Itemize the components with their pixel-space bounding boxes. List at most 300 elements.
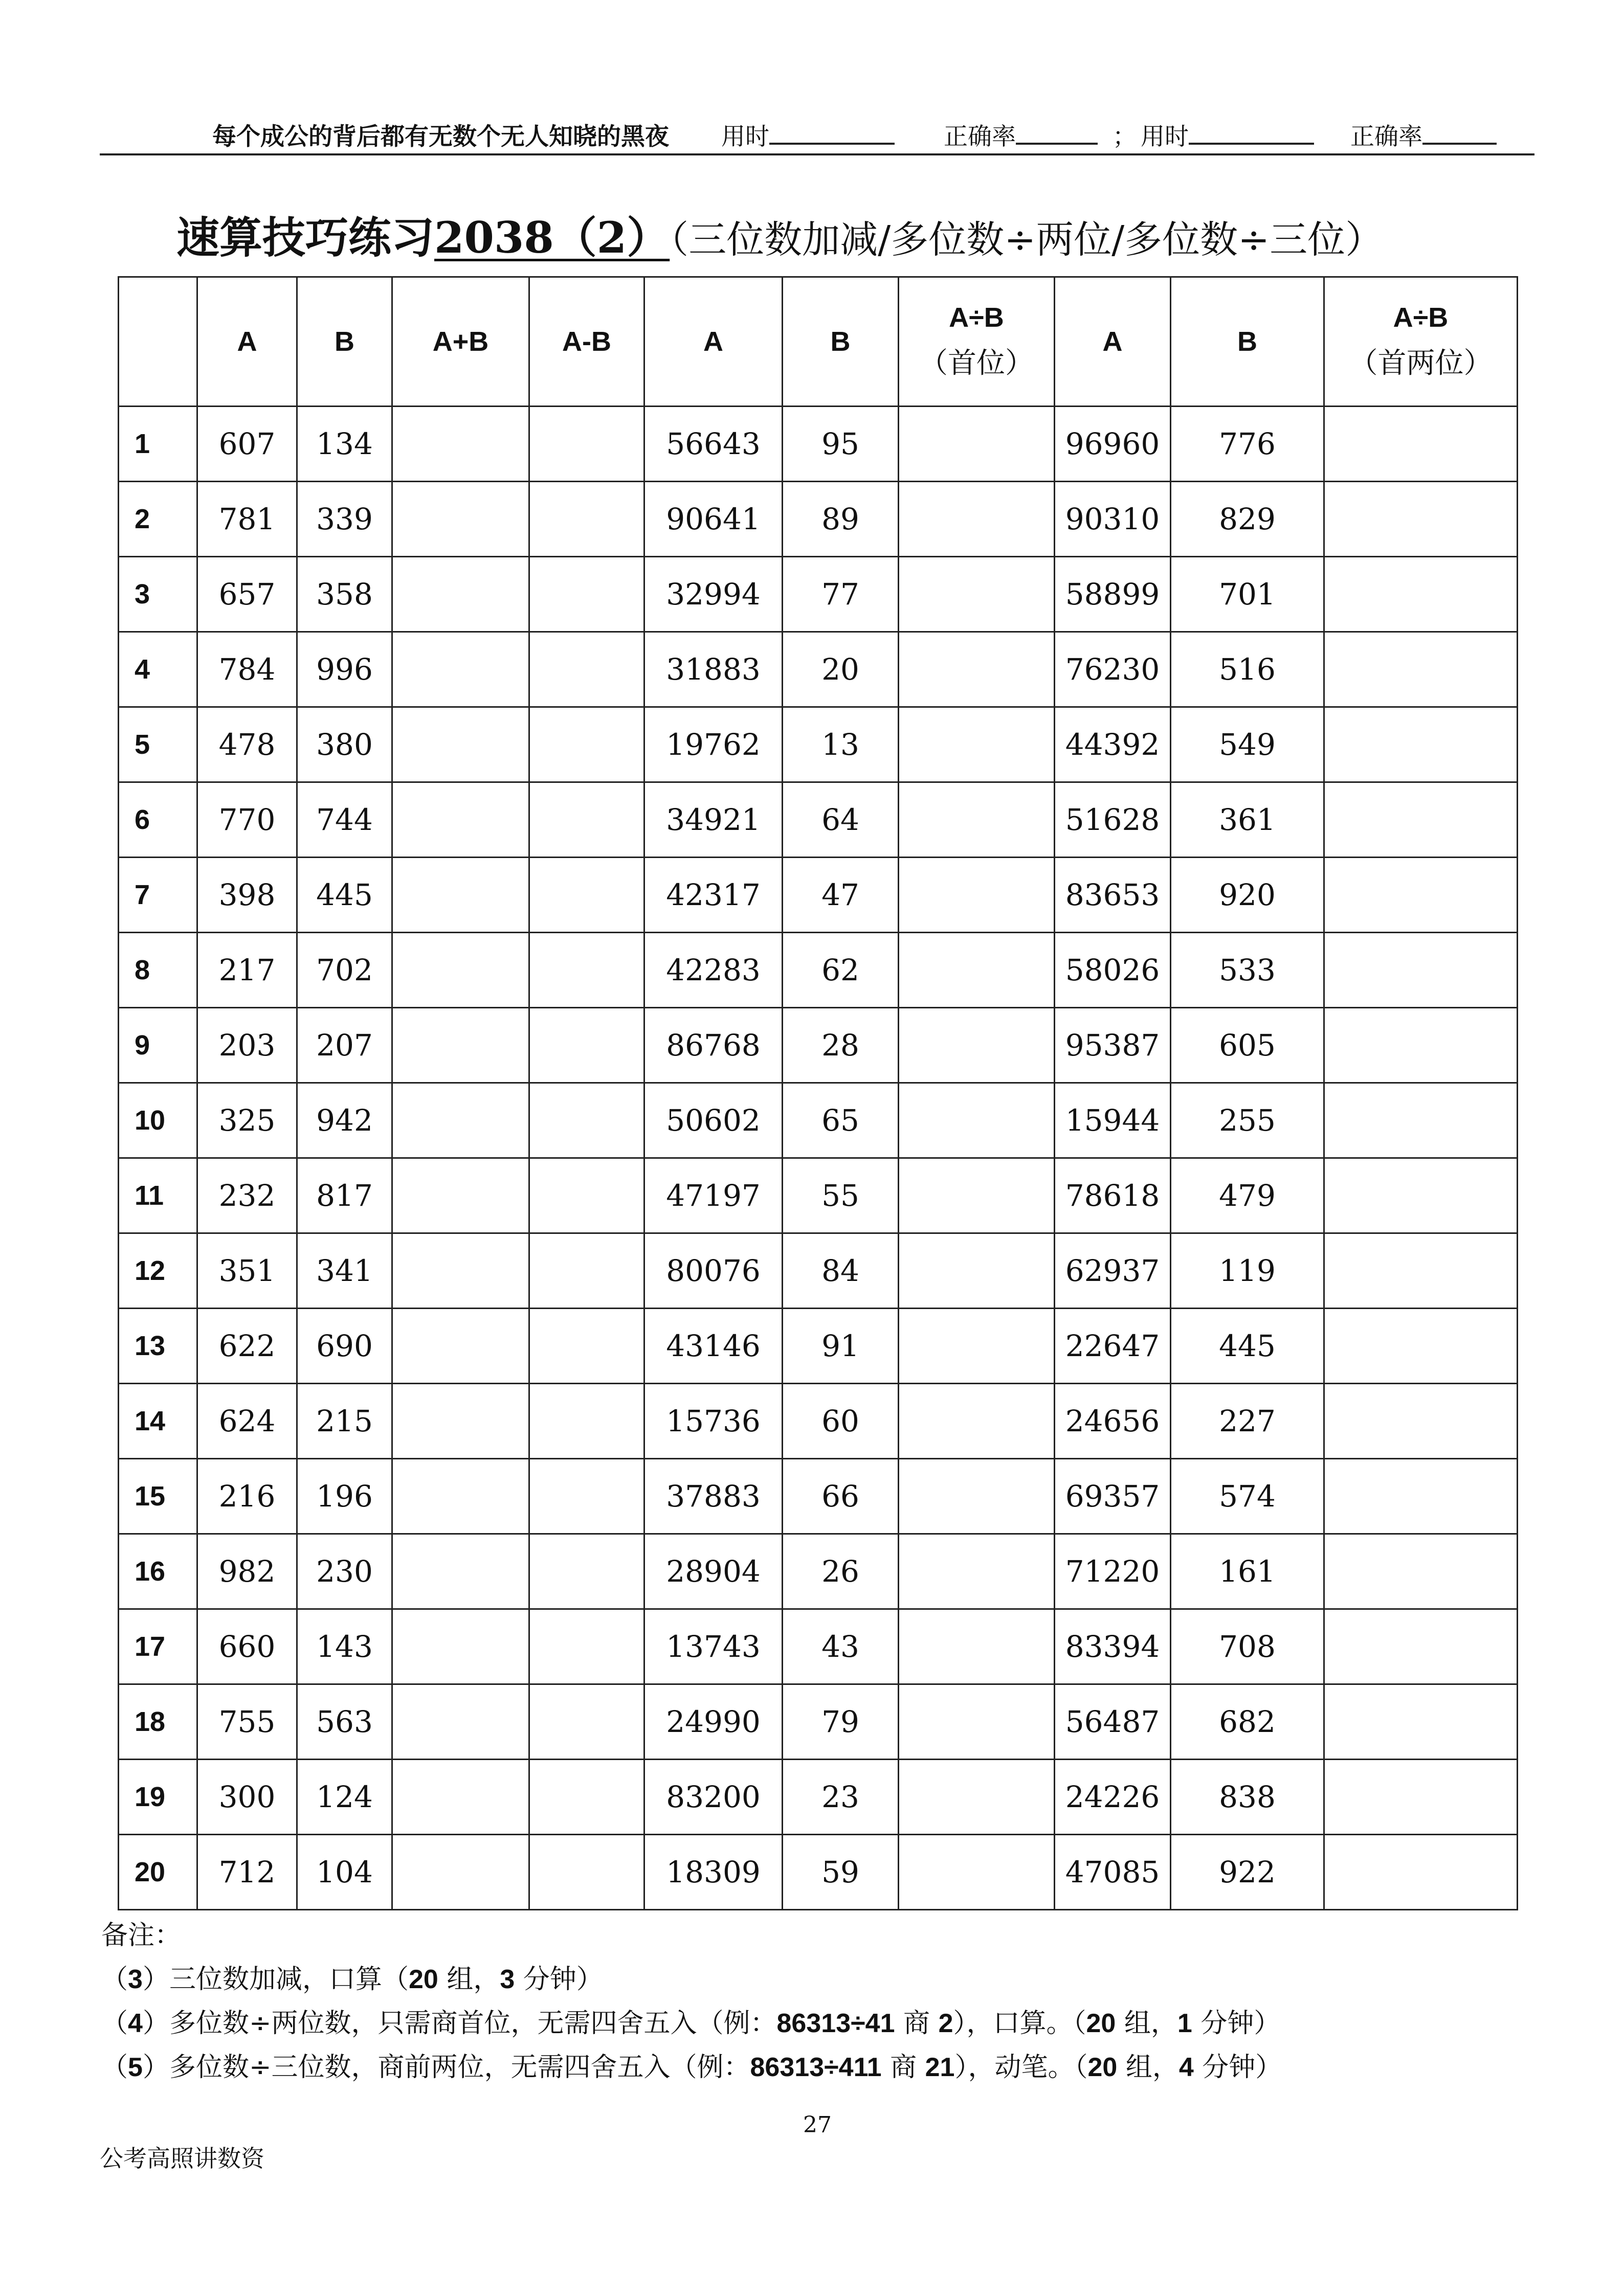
cell-b3: 255	[1171, 1083, 1324, 1158]
exercise-table	[118, 276, 1518, 1910]
cell-b3: 549	[1171, 707, 1324, 782]
answer-div-first-two[interactable]	[1324, 933, 1518, 1008]
answer-div-first-two[interactable]	[1324, 1534, 1518, 1609]
cell-b1: 380	[297, 707, 392, 782]
answer-diff[interactable]	[529, 858, 644, 933]
header-diff: A-B	[529, 277, 644, 407]
cell-b3: 119	[1171, 1233, 1324, 1309]
page-number: 27	[803, 2112, 832, 2138]
cell-a2: 47197	[644, 1158, 783, 1233]
cell-b1: 817	[297, 1158, 392, 1233]
answer-div-first-digit[interactable]	[899, 1459, 1055, 1534]
accuracy-blank-1[interactable]	[1016, 120, 1098, 145]
cell-b3: 361	[1171, 782, 1324, 858]
cell-a3: 96960	[1055, 407, 1171, 482]
row-index: 15	[119, 1459, 197, 1534]
answer-div-first-digit[interactable]	[899, 632, 1055, 707]
answer-div-first-digit[interactable]	[899, 1083, 1055, 1158]
cell-b2: 55	[783, 1158, 899, 1233]
cell-a2: 86768	[644, 1008, 783, 1083]
answer-diff[interactable]	[529, 1083, 644, 1158]
cell-b2: 13	[783, 707, 899, 782]
answer-sum[interactable]	[392, 1459, 529, 1534]
header-index	[119, 277, 197, 407]
answer-div-first-two[interactable]	[1324, 707, 1518, 782]
answer-div-first-digit[interactable]	[899, 1158, 1055, 1233]
cell-b2: 60	[783, 1384, 899, 1459]
worksheet-title	[176, 204, 1383, 265]
row-index: 13	[119, 1309, 197, 1384]
cell-b1: 341	[297, 1233, 392, 1309]
cell-a1: 351	[197, 1233, 297, 1309]
cell-a3: 76230	[1055, 632, 1171, 707]
row-index: 18	[119, 1684, 197, 1760]
answer-sum[interactable]	[392, 1684, 529, 1760]
answer-diff[interactable]	[529, 632, 644, 707]
cell-a3: 62937	[1055, 1233, 1171, 1309]
answer-div-first-two[interactable]	[1324, 1008, 1518, 1083]
note-4-text: （	[101, 2008, 128, 2039]
cell-b1: 339	[297, 482, 392, 557]
cell-b3: 445	[1171, 1309, 1324, 1384]
title-code: 2038（2）	[434, 212, 670, 263]
header-a2: A	[644, 277, 783, 407]
answer-div-first-digit[interactable]	[899, 1233, 1055, 1309]
table-row	[119, 632, 1518, 707]
note-3-text: 分钟）	[515, 1964, 603, 1995]
cell-b1: 996	[297, 632, 392, 707]
header-div2-sub: （首两位）	[1349, 347, 1493, 380]
cell-a1: 982	[197, 1534, 297, 1609]
cell-b3: 516	[1171, 632, 1324, 707]
answer-div-first-two[interactable]	[1324, 1384, 1518, 1459]
row-index: 3	[119, 557, 197, 632]
answer-sum[interactable]	[392, 1760, 529, 1835]
cell-b3: 922	[1171, 1835, 1324, 1910]
note-5-example: 86313÷411	[750, 2053, 882, 2082]
accuracy-label-1: 正确率	[944, 123, 1016, 151]
cell-a2: 28904	[644, 1534, 783, 1609]
cell-a2: 42317	[644, 858, 783, 933]
table-row	[119, 782, 1518, 858]
cell-a3: 58026	[1055, 933, 1171, 1008]
cell-b3: 829	[1171, 482, 1324, 557]
answer-div-first-two[interactable]	[1324, 1760, 1518, 1835]
answer-div-first-two[interactable]	[1324, 858, 1518, 933]
cell-b2: 95	[783, 407, 899, 482]
table-row	[119, 1384, 1518, 1459]
answer-div-first-two[interactable]	[1324, 1835, 1518, 1910]
answer-div-first-two[interactable]	[1324, 1158, 1518, 1233]
cell-b1: 702	[297, 933, 392, 1008]
answer-sum[interactable]	[392, 858, 529, 933]
note-5-num: 20	[1087, 2053, 1118, 2082]
answer-div-first-digit[interactable]	[899, 1309, 1055, 1384]
note-3	[101, 1957, 1282, 2001]
cell-a1: 232	[197, 1158, 297, 1233]
cell-a1: 755	[197, 1684, 297, 1760]
answer-sum[interactable]	[392, 557, 529, 632]
answer-div-first-digit[interactable]	[899, 782, 1055, 858]
cell-a2: 24990	[644, 1684, 783, 1760]
note-5-num: 21	[925, 2053, 955, 2082]
cell-b2: 23	[783, 1760, 899, 1835]
notes-title: 备注：	[101, 1920, 182, 1951]
notes-section	[101, 1914, 1282, 2089]
cell-a1: 325	[197, 1083, 297, 1158]
answer-sum[interactable]	[392, 1158, 529, 1233]
answer-diff[interactable]	[529, 1008, 644, 1083]
cell-b1: 358	[297, 557, 392, 632]
answer-sum[interactable]	[392, 1309, 529, 1384]
cell-a3: 83653	[1055, 858, 1171, 933]
cell-b3: 682	[1171, 1684, 1324, 1760]
cell-b1: 445	[297, 858, 392, 933]
cell-b2: 89	[783, 482, 899, 557]
note-4-example: 86313÷41	[776, 2009, 895, 2038]
note-4-text: 分钟）	[1192, 2008, 1281, 2039]
cell-b2: 64	[783, 782, 899, 858]
accuracy-blank-2[interactable]	[1422, 120, 1497, 145]
cell-b1: 942	[297, 1083, 392, 1158]
header-sum: A+B	[392, 277, 529, 407]
header-div2-label: A÷B	[1393, 302, 1449, 333]
row-index: 7	[119, 858, 197, 933]
accuracy-label-2: 正确率	[1350, 123, 1422, 151]
cell-b2: 20	[783, 632, 899, 707]
cell-a3: 44392	[1055, 707, 1171, 782]
row-index: 16	[119, 1534, 197, 1609]
cell-b2: 91	[783, 1309, 899, 1384]
cell-b1: 207	[297, 1008, 392, 1083]
cell-a3: 24226	[1055, 1760, 1171, 1835]
answer-div-first-digit[interactable]	[899, 1684, 1055, 1760]
cell-a1: 203	[197, 1008, 297, 1083]
answer-diff[interactable]	[529, 782, 644, 858]
note-3-text: ）三位数加减，口算（	[142, 1964, 409, 1995]
cell-b3: 161	[1171, 1534, 1324, 1609]
note-3-num: 3	[128, 1965, 143, 1994]
answer-sum[interactable]	[392, 632, 529, 707]
time-label-1: 用时	[721, 123, 769, 151]
answer-diff[interactable]	[529, 1684, 644, 1760]
row-index: 17	[119, 1609, 197, 1684]
cell-a1: 712	[197, 1835, 297, 1910]
cell-a2: 19762	[644, 707, 783, 782]
table-row	[119, 1835, 1518, 1910]
note-4-text: ），口算。（	[953, 2008, 1086, 2039]
table-row	[119, 1008, 1518, 1083]
cell-a2: 83200	[644, 1760, 783, 1835]
answer-div-first-two[interactable]	[1324, 1684, 1518, 1760]
table-row	[119, 1684, 1518, 1760]
answer-sum[interactable]	[392, 1233, 529, 1309]
cell-b1: 563	[297, 1684, 392, 1760]
cell-b2: 26	[783, 1534, 899, 1609]
cell-b2: 59	[783, 1835, 899, 1910]
cell-a2: 34921	[644, 782, 783, 858]
answer-div-first-two[interactable]	[1324, 557, 1518, 632]
cell-b2: 28	[783, 1008, 899, 1083]
cell-b3: 838	[1171, 1760, 1324, 1835]
cell-a2: 15736	[644, 1384, 783, 1459]
answer-div-first-digit[interactable]	[899, 858, 1055, 933]
answer-div-first-two[interactable]	[1324, 407, 1518, 482]
row-index: 14	[119, 1384, 197, 1459]
answer-diff[interactable]	[529, 557, 644, 632]
note-5-text: 组，	[1117, 2052, 1179, 2083]
cell-b1: 215	[297, 1384, 392, 1459]
answer-div-first-two[interactable]	[1324, 1083, 1518, 1158]
cell-a2: 90641	[644, 482, 783, 557]
header-div-first-digit	[899, 277, 1055, 407]
cell-b3: 479	[1171, 1158, 1324, 1233]
answer-diff[interactable]	[529, 1233, 644, 1309]
table-row	[119, 482, 1518, 557]
answer-sum[interactable]	[392, 933, 529, 1008]
title-main: 速算技巧练习	[176, 212, 435, 263]
cell-b1: 143	[297, 1609, 392, 1684]
cell-a1: 217	[197, 933, 297, 1008]
accuracy-field-2	[1350, 118, 1497, 152]
cell-b3: 708	[1171, 1609, 1324, 1684]
cell-a3: 71220	[1055, 1534, 1171, 1609]
header-motto: 每个成公的背后都有无数个无人知晓的黑夜	[212, 123, 669, 151]
cell-a2: 42283	[644, 933, 783, 1008]
header-row	[119, 277, 1518, 407]
answer-div-first-two[interactable]	[1324, 482, 1518, 557]
row-index: 2	[119, 482, 197, 557]
answer-diff[interactable]	[529, 933, 644, 1008]
answer-sum[interactable]	[392, 1534, 529, 1609]
table-row	[119, 557, 1518, 632]
answer-div-first-digit[interactable]	[899, 1609, 1055, 1684]
answer-div-first-digit[interactable]	[899, 482, 1055, 557]
row-index: 10	[119, 1083, 197, 1158]
cell-a3: 56487	[1055, 1684, 1171, 1760]
answer-diff[interactable]	[529, 1609, 644, 1684]
row-index: 5	[119, 707, 197, 782]
cell-b1: 124	[297, 1760, 392, 1835]
answer-sum[interactable]	[392, 1083, 529, 1158]
cell-a1: 660	[197, 1609, 297, 1684]
answer-div-first-two[interactable]	[1324, 632, 1518, 707]
row-index: 4	[119, 632, 197, 707]
answer-diff[interactable]	[529, 1459, 644, 1534]
cell-b2: 65	[783, 1083, 899, 1158]
note-5-text: ）多位数÷三位数，商前两位，无需四舍五入（例：	[142, 2052, 750, 2083]
cell-a2: 32994	[644, 557, 783, 632]
row-index: 12	[119, 1233, 197, 1309]
answer-diff[interactable]	[529, 1158, 644, 1233]
table-row	[119, 858, 1518, 933]
answer-diff[interactable]	[529, 482, 644, 557]
cell-a1: 784	[197, 632, 297, 707]
table-row	[119, 1609, 1518, 1684]
header-b3: B	[1171, 277, 1324, 407]
answer-div-first-two[interactable]	[1324, 1233, 1518, 1309]
cell-a1: 622	[197, 1309, 297, 1384]
answer-diff[interactable]	[529, 1835, 644, 1910]
cell-a2: 56643	[644, 407, 783, 482]
cell-a2: 80076	[644, 1233, 783, 1309]
note-3-num: 20	[408, 1965, 438, 1994]
header-a1: A	[197, 277, 297, 407]
cell-b2: 43	[783, 1609, 899, 1684]
answer-div-first-digit[interactable]	[899, 933, 1055, 1008]
answer-div-first-two[interactable]	[1324, 1459, 1518, 1534]
page-footer: 公考高照讲数资	[100, 2145, 264, 2172]
time-blank-1[interactable]	[769, 120, 895, 145]
cell-b3: 574	[1171, 1459, 1324, 1534]
note-3-num: 3	[500, 1965, 515, 1994]
note-3-text: 组，	[438, 1964, 500, 1995]
cell-a1: 624	[197, 1384, 297, 1459]
answer-sum[interactable]	[392, 407, 529, 482]
answer-div-first-digit[interactable]	[899, 1384, 1055, 1459]
row-index: 11	[119, 1158, 197, 1233]
table-row	[119, 933, 1518, 1008]
cell-a3: 22647	[1055, 1309, 1171, 1384]
row-index: 6	[119, 782, 197, 858]
answer-sum[interactable]	[392, 707, 529, 782]
cell-b2: 79	[783, 1684, 899, 1760]
answer-div-first-digit[interactable]	[899, 1835, 1055, 1910]
cell-a1: 607	[197, 407, 297, 482]
note-4-num: 2	[938, 2009, 953, 2038]
cell-a2: 13743	[644, 1609, 783, 1684]
note-4-num: 20	[1086, 2009, 1116, 2038]
cell-b2: 66	[783, 1459, 899, 1534]
cell-b3: 605	[1171, 1008, 1324, 1083]
time-label-2: 用时	[1141, 123, 1189, 151]
answer-div-first-digit[interactable]	[899, 707, 1055, 782]
answer-sum[interactable]	[392, 1835, 529, 1910]
table-row	[119, 407, 1518, 482]
answer-div-first-two[interactable]	[1324, 1309, 1518, 1384]
cell-a3: 51628	[1055, 782, 1171, 858]
cell-a2: 43146	[644, 1309, 783, 1384]
answer-div-first-two[interactable]	[1324, 782, 1518, 858]
note-3-text: （	[101, 1964, 128, 1995]
cell-a3: 83394	[1055, 1609, 1171, 1684]
cell-a1: 657	[197, 557, 297, 632]
answer-diff[interactable]	[529, 707, 644, 782]
table-row	[119, 1158, 1518, 1233]
row-index: 9	[119, 1008, 197, 1083]
row-index: 8	[119, 933, 197, 1008]
cell-b3: 227	[1171, 1384, 1324, 1459]
answer-div-first-digit[interactable]	[899, 1760, 1055, 1835]
header-separator: ；	[1113, 123, 1137, 151]
cell-a1: 216	[197, 1459, 297, 1534]
cell-a2: 37883	[644, 1459, 783, 1534]
table-row	[119, 1083, 1518, 1158]
table-row	[119, 1534, 1518, 1609]
table-row	[119, 1309, 1518, 1384]
cell-b2: 84	[783, 1233, 899, 1309]
answer-diff[interactable]	[529, 1760, 644, 1835]
note-5-text: 商	[881, 2052, 925, 2083]
cell-a1: 398	[197, 858, 297, 933]
cell-a2: 18309	[644, 1835, 783, 1910]
accuracy-field-1	[944, 118, 1098, 152]
cell-a1: 478	[197, 707, 297, 782]
header-div1-label: A÷B	[949, 302, 1004, 333]
cell-b2: 47	[783, 858, 899, 933]
table-row	[119, 1233, 1518, 1309]
cell-b3: 701	[1171, 557, 1324, 632]
header-b1: B	[297, 277, 392, 407]
answer-sum[interactable]	[392, 1384, 529, 1459]
note-5-num: 5	[128, 2053, 143, 2082]
note-4-text: 组，	[1116, 2008, 1177, 2039]
answer-div-first-two[interactable]	[1324, 1609, 1518, 1684]
note-5	[101, 2045, 1282, 2089]
note-4-text: 商	[895, 2008, 939, 2039]
note-5-text: 分钟）	[1193, 2052, 1282, 2083]
note-5-text: （	[101, 2052, 128, 2083]
cell-a1: 300	[197, 1760, 297, 1835]
header-a3: A	[1055, 277, 1171, 407]
answer-diff[interactable]	[529, 1384, 644, 1459]
page-header	[100, 112, 1534, 155]
answer-div-first-digit[interactable]	[899, 1534, 1055, 1609]
title-subtitle: （三位数加减/多位数÷两位/多位数÷三位）	[670, 218, 1384, 262]
cell-b2: 77	[783, 557, 899, 632]
answer-diff[interactable]	[529, 1309, 644, 1384]
cell-a3: 69357	[1055, 1459, 1171, 1534]
cell-b1: 196	[297, 1459, 392, 1534]
answer-sum[interactable]	[392, 482, 529, 557]
time-field-2	[1141, 118, 1314, 152]
cell-a1: 770	[197, 782, 297, 858]
cell-a2: 31883	[644, 632, 783, 707]
row-index: 1	[119, 407, 197, 482]
time-blank-2[interactable]	[1189, 120, 1314, 145]
cell-b1: 744	[297, 782, 392, 858]
cell-b1: 134	[297, 407, 392, 482]
note-4-num: 1	[1177, 2009, 1192, 2038]
table-row	[119, 1459, 1518, 1534]
cell-a2: 50602	[644, 1083, 783, 1158]
answer-diff[interactable]	[529, 1534, 644, 1609]
answer-div-first-digit[interactable]	[899, 1008, 1055, 1083]
answer-diff[interactable]	[529, 407, 644, 482]
cell-a3: 78618	[1055, 1158, 1171, 1233]
header-b2: B	[783, 277, 899, 407]
row-index: 20	[119, 1835, 197, 1910]
cell-a1: 781	[197, 482, 297, 557]
header-div1-sub: （首位）	[919, 347, 1034, 380]
cell-a3: 47085	[1055, 1835, 1171, 1910]
note-4-num: 4	[128, 2009, 143, 2038]
note-4-text: ）多位数÷两位数，只需商首位，无需四舍五入（例：	[142, 2008, 777, 2039]
cell-b1: 230	[297, 1534, 392, 1609]
table-row	[119, 707, 1518, 782]
cell-a3: 24656	[1055, 1384, 1171, 1459]
answer-div-first-digit[interactable]	[899, 407, 1055, 482]
note-5-num: 4	[1178, 2053, 1194, 2082]
answer-sum[interactable]	[392, 782, 529, 858]
time-field-1	[721, 118, 895, 152]
cell-b3: 920	[1171, 858, 1324, 933]
cell-b1: 690	[297, 1309, 392, 1384]
answer-sum[interactable]	[392, 1609, 529, 1684]
answer-div-first-digit[interactable]	[899, 557, 1055, 632]
cell-b1: 104	[297, 1835, 392, 1910]
answer-sum[interactable]	[392, 1008, 529, 1083]
